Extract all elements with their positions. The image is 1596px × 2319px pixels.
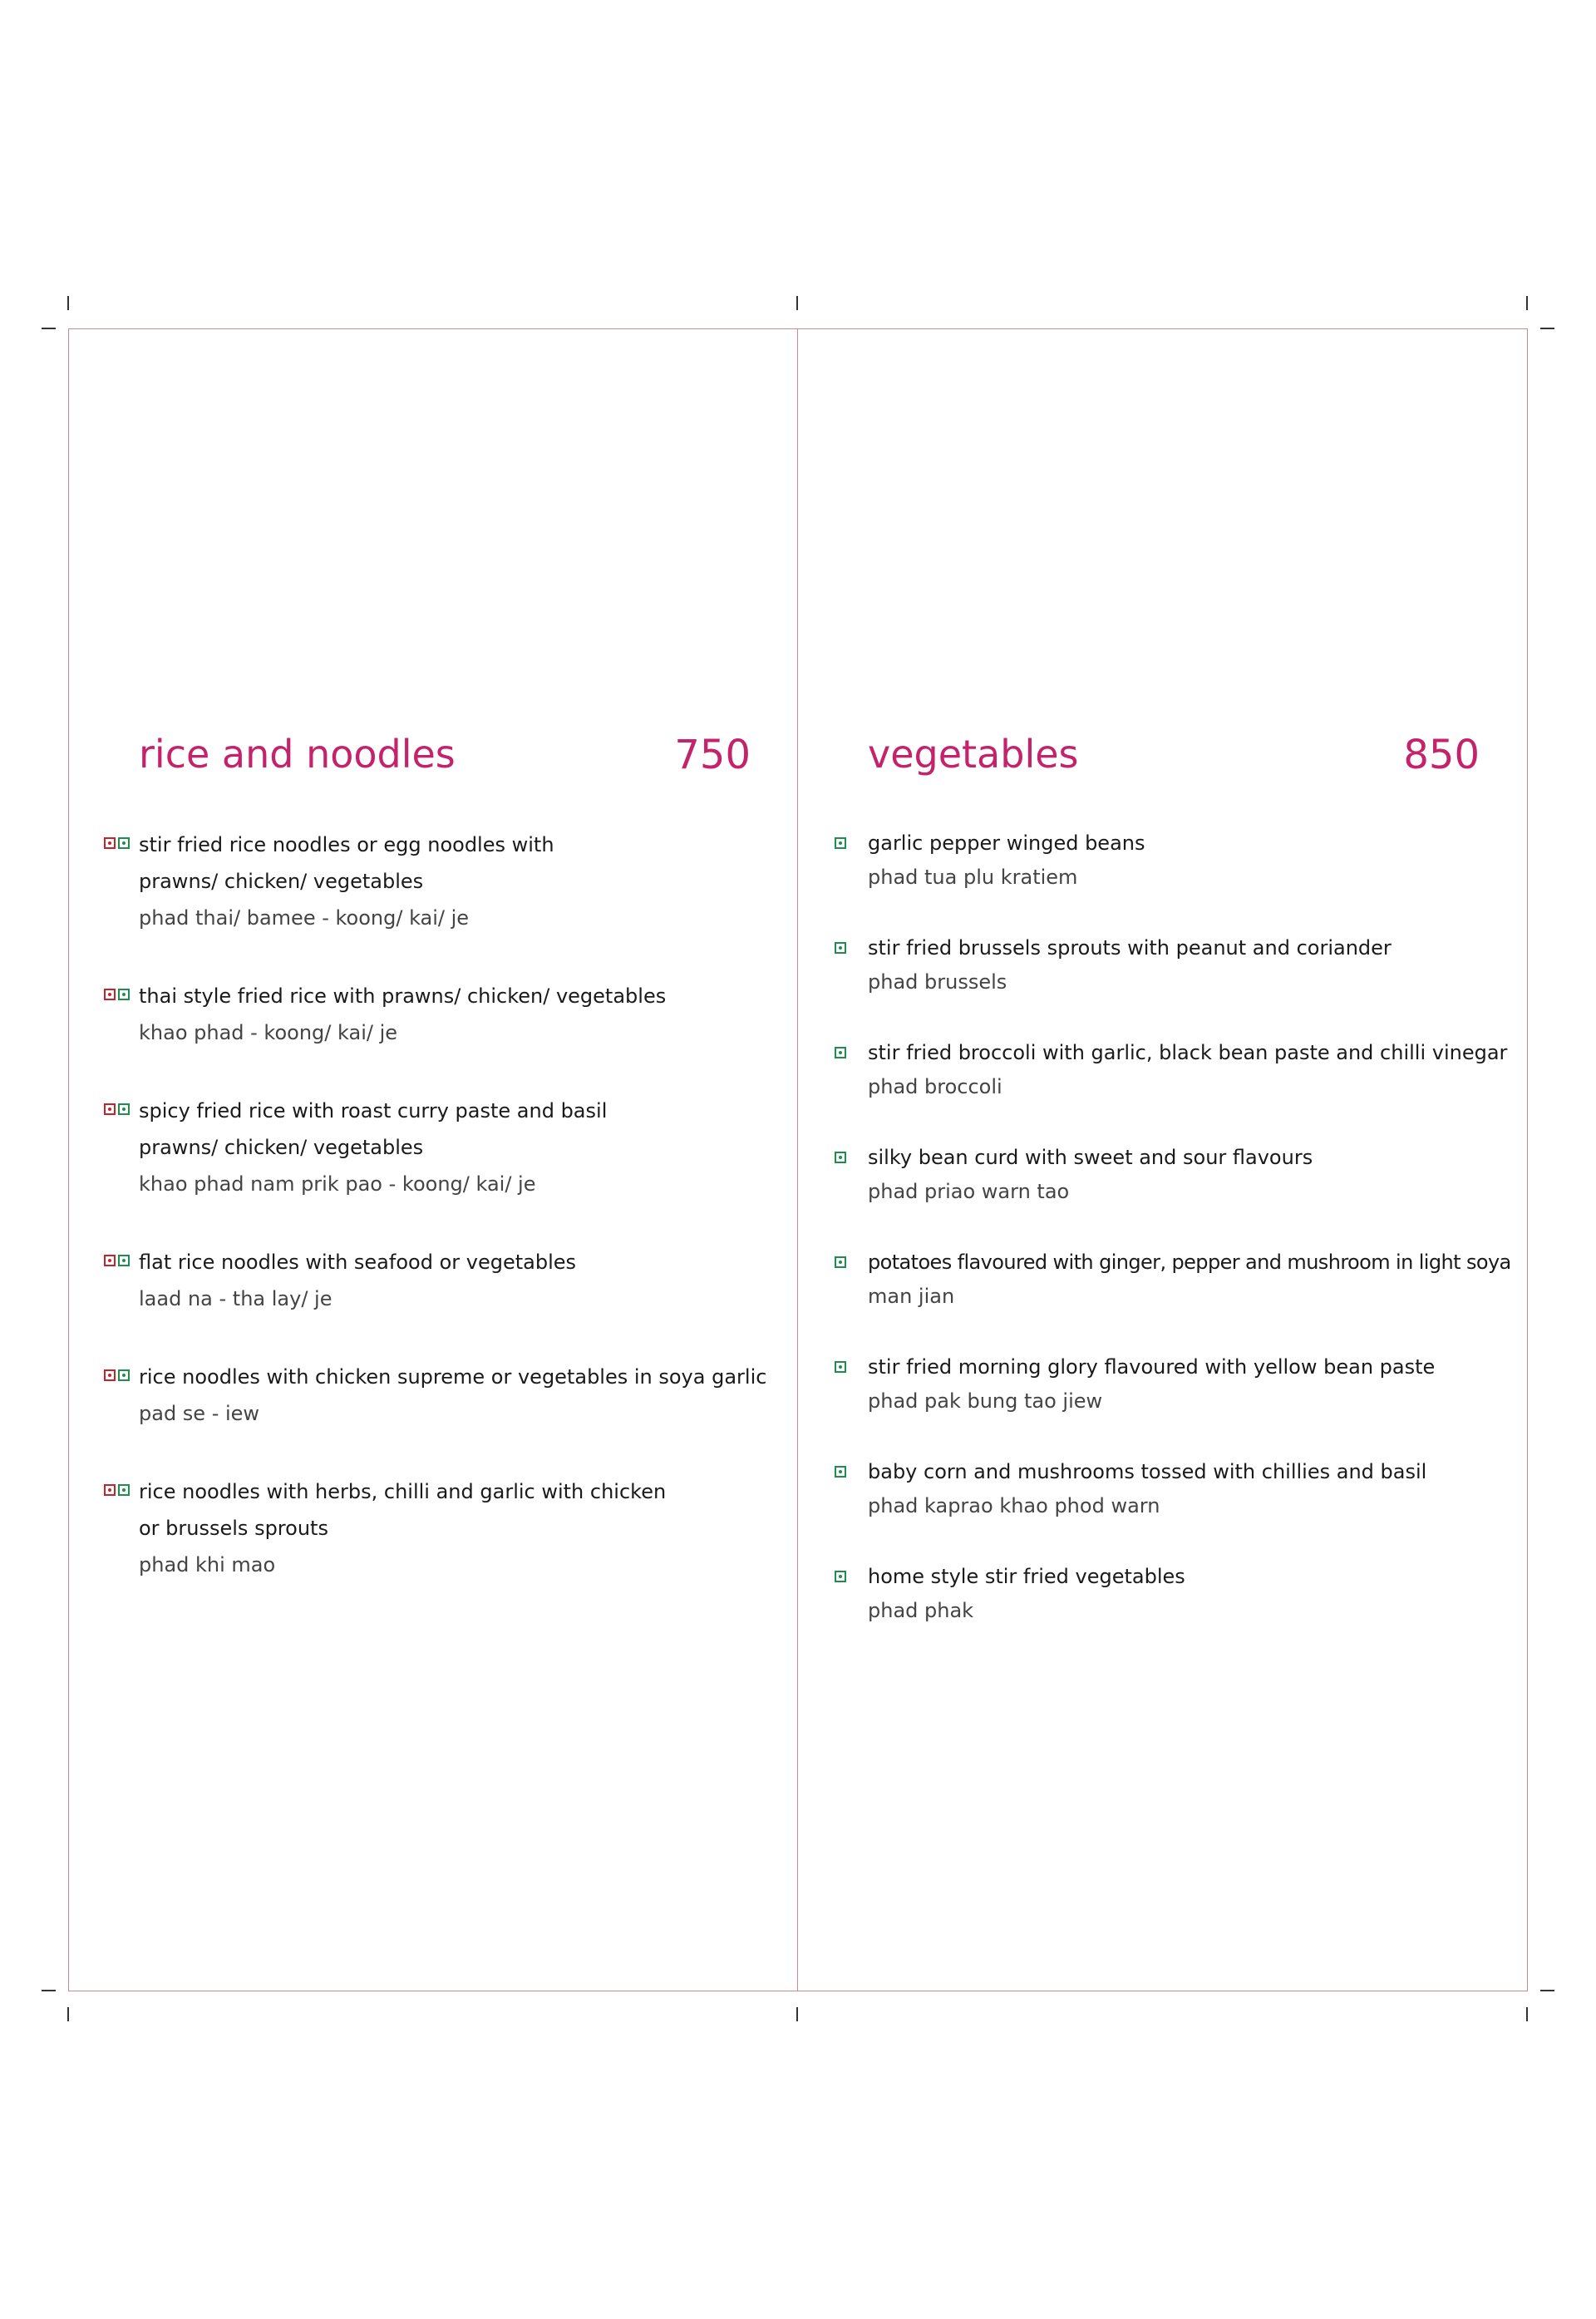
item-description: home style stir fried vegetables [868,1565,1185,1588]
crop-mark [1526,296,1528,310]
item-description: or brussels sprouts [139,1517,328,1540]
diet-markers [104,1484,130,1496]
item-description: stir fried morning glory flavoured with yellow bean paste [868,1355,1436,1379]
menu-item [868,1141,1466,1209]
diet-markers [835,1466,846,1478]
item-description: rice noodles with herbs, chilli and garlic with chicken [139,1480,667,1503]
menu-item [868,1350,1466,1419]
veg-marker-icon [118,837,130,849]
menu-item-list [139,826,767,1583]
item-description: stir fried brussels sprouts with peanut and coriander [868,936,1392,960]
item-description: prawns/ chicken/ vegetables [139,870,424,893]
crop-mark [1540,1990,1554,1991]
item-description: thai style fried rice with prawns/ chicken/ vegetables [139,984,667,1008]
section-title: rice and noodles [139,732,456,777]
item-thai-name: laad na - tha lay/ je [139,1287,332,1310]
veg-marker-icon [118,1255,130,1266]
veg-marker-icon [835,1361,846,1373]
item-thai-name: man jian [868,1285,955,1308]
diet-markers [835,837,846,849]
nonveg-marker-icon [104,1369,116,1381]
veg-marker-icon [118,1103,130,1115]
menu-item [139,1359,767,1432]
veg-marker-icon [835,1256,846,1268]
veg-marker-icon [118,989,130,1000]
menu-item [139,978,737,1051]
veg-marker-icon [118,1369,130,1381]
veg-marker-icon [835,1571,846,1582]
item-description: potatoes flavoured with ginger, pepper and mushroom in light soya [868,1251,1511,1274]
rice-and-noodles-section [139,732,767,1625]
menu-item [868,1560,1466,1628]
crop-mark [1526,2007,1528,2021]
item-description: baby corn and mushrooms tossed with chillies and basil [868,1460,1427,1483]
diet-markers [835,1571,846,1582]
item-description: flat rice noodles with seafood or vegetables [139,1251,577,1274]
menu-item [139,1244,737,1317]
crop-mark [1540,328,1554,329]
page-divider [797,328,798,1991]
crop-mark [796,296,798,310]
item-description: rice noodles with chicken supreme or vegetables in soya garlic [139,1365,767,1389]
crop-mark [67,296,69,310]
crop-mark [796,2007,798,2021]
diet-markers [104,1369,130,1381]
menu-item [868,1036,1508,1104]
menu-item-list [868,826,1511,1628]
item-description: garlic pepper winged beans [868,831,1145,855]
menu-item [868,931,1466,999]
nonveg-marker-icon [104,989,116,1000]
item-description: silky bean curd with sweet and sour flavours [868,1146,1313,1169]
item-thai-name: khao phad - koong/ kai/ je [139,1021,398,1044]
diet-markers [104,1103,130,1115]
veg-marker-icon [835,837,846,849]
crop-mark [42,1990,56,1991]
diet-markers [104,989,130,1000]
item-description: stir fried rice noodles or egg noodles with [139,833,554,856]
section-header [139,732,751,790]
veg-marker-icon [118,1484,130,1496]
menu-item [868,1455,1466,1523]
item-description: stir fried broccoli with garlic, black bean paste and chilli vinegar [868,1041,1508,1064]
nonveg-marker-icon [104,1255,116,1266]
diet-markers [104,1255,130,1266]
veg-marker-icon [835,1152,846,1163]
veg-marker-icon [835,1047,846,1058]
veg-marker-icon [835,942,846,954]
item-thai-name: pad se - iew [139,1402,260,1425]
menu-item [139,826,737,936]
item-thai-name: phad kaprao khao phod warn [868,1494,1160,1517]
section-price: 750 [674,732,751,778]
menu-item [868,826,1466,895]
crop-mark [67,2007,69,2021]
item-thai-name: phad pak bung tao jiew [868,1389,1103,1413]
crop-mark [42,328,56,329]
menu-item [139,1093,737,1202]
diet-markers [835,942,846,954]
menu-item [139,1473,737,1583]
nonveg-marker-icon [104,1484,116,1496]
item-thai-name: phad khi mao [139,1553,276,1576]
item-thai-name: khao phad nam prik pao - koong/ kai/ je [139,1172,536,1196]
nonveg-marker-icon [104,1103,116,1115]
item-thai-name: phad phak [868,1599,974,1622]
diet-markers [835,1256,846,1268]
section-title: vegetables [868,732,1079,777]
item-description: prawns/ chicken/ vegetables [139,1136,424,1159]
nonveg-marker-icon [104,837,116,849]
veg-marker-icon [835,1466,846,1478]
item-thai-name: phad brussels [868,970,1007,994]
section-price: 850 [1403,732,1480,778]
diet-markers [835,1361,846,1373]
item-description: spicy fried rice with roast curry paste and basil [139,1099,608,1122]
vegetables-section [868,732,1511,1665]
diet-markers [835,1047,846,1058]
item-thai-name: phad priao warn tao [868,1180,1070,1203]
menu-item [868,1246,1511,1314]
item-thai-name: phad tua plu kratiem [868,866,1078,889]
diet-markers [104,837,130,849]
section-header [868,732,1480,790]
diet-markers [835,1152,846,1163]
item-thai-name: phad broccoli [868,1075,1002,1098]
item-thai-name: phad thai/ bamee - koong/ kai/ je [139,906,470,930]
